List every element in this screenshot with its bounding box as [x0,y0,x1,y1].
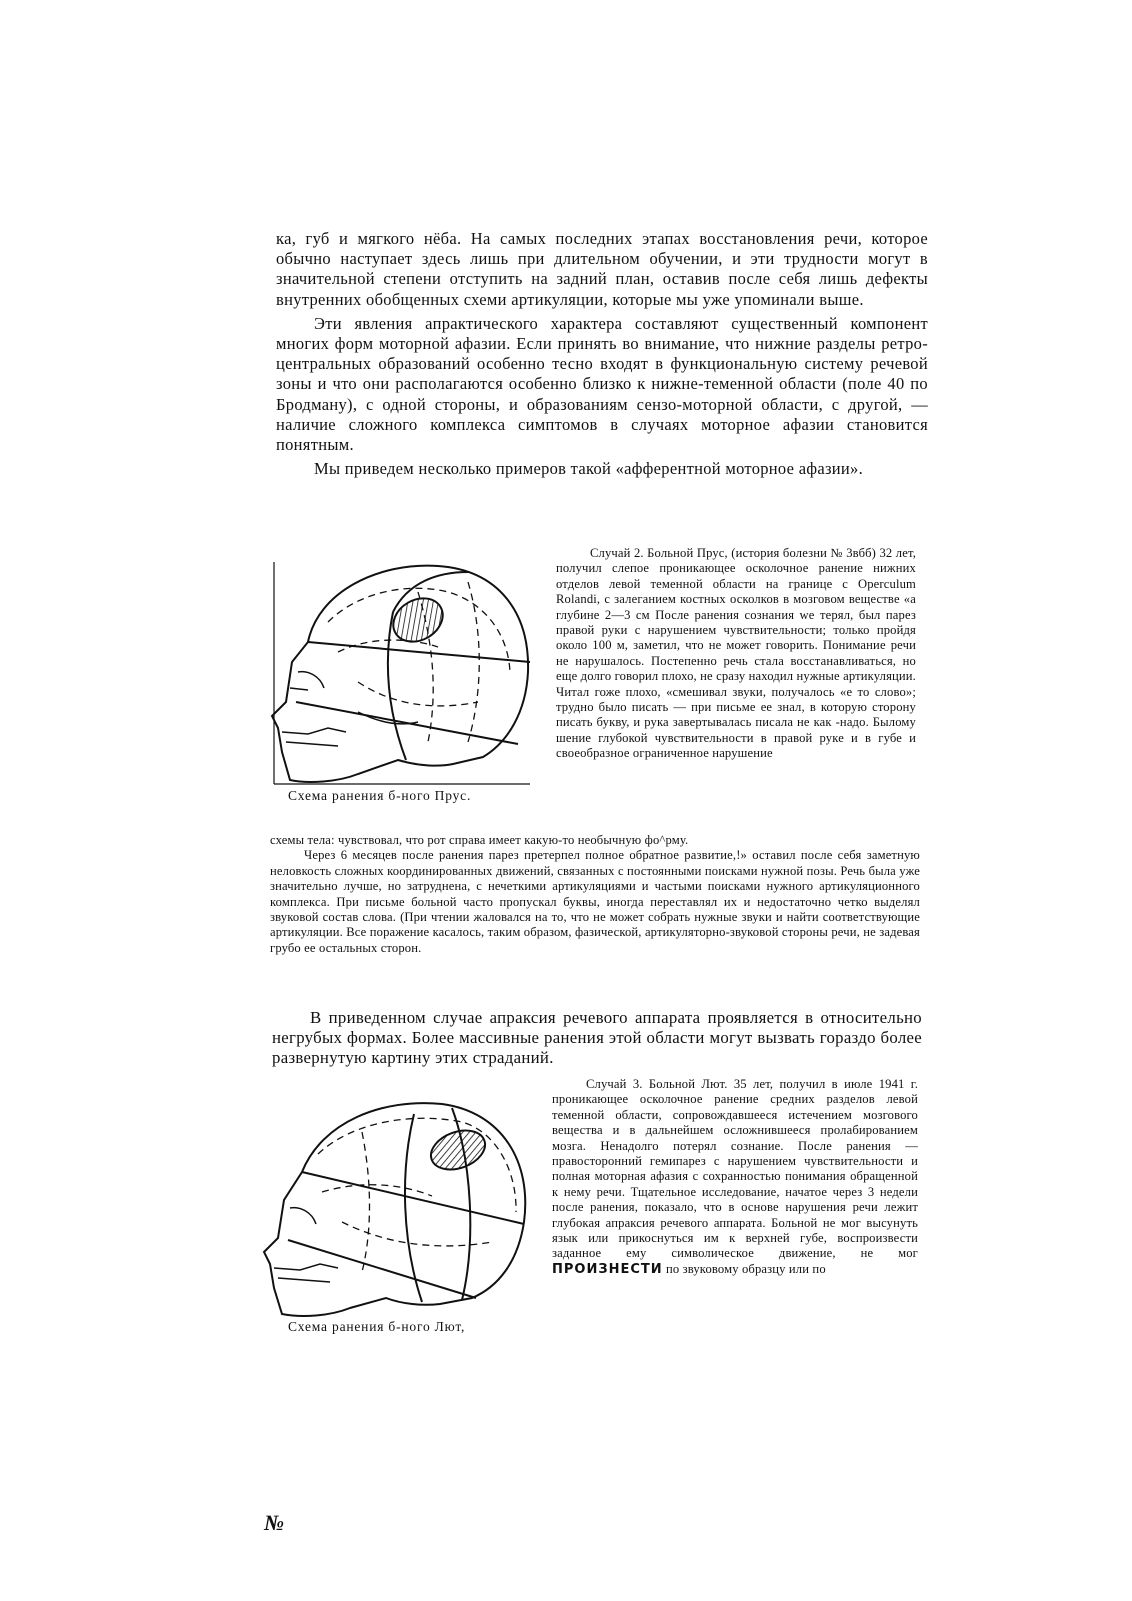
case-text [552,1077,918,1277]
case2-side-text [556,546,916,762]
case3-side-text [552,1077,918,1277]
case-text-body: Случай 3. Больной Лют. 35 лет, получил в июле 1941 г. проникающее осколочное ранение средних разделов левой теменной области, сопровождавшееся истечением мозгового вещества и в дальнейшем осложнившееся пролабированием мозга. Ненадолго потерял сознание. После ранения — правосторонний гемипарез с нарушением чувствительности и полная моторная афазия с сохранностью понимания обращенной к нему речи. Тщательное исследование, начатое через 3 недели после ранения, показало, что в основе нарушения речи лежит глубокая апраксия речевого аппарата. Больной не мог высунуть язык или прикоснуться им к верхней губе, воспроизвести заданное ему символическое движение, не мог [552,1077,918,1261]
paragraph: ка, губ и мягкого нёба. На самых последних этапах восстановления речи, которое обычно наступает здесь лишь при длительном обучении, и эти трудности могут в значительной степени отступить на задний план, оставив после себя лишь дефекты внутренних обобщенных схеми артикуляции, которые мы уже упоминали выше. [276,229,928,309]
case-text: Через 6 месяцев после ранения парез претерпел полное обратное развитие,!» оставил после себя заметную неловкость сложных координированных движений, связанных с постоянными поисками нужной позы. Речь была уже значительно лучше, но затруднена, с нечеткими артикуляциями и частыми поисками нужного артикуляционного комплекса. При письме больной часто пропускал буквы, иногда переставлял их и недостаточно четко выделял звуковой состав слова. (При чтении жаловался на то, что не может собрать нужные звуки и найти соответствующие артикуляции. Все поражение касалось, таким образом, фазической, артикуляторно-звуковой стороны речи, не задевая грубо ее остальных сторон. [270,848,920,955]
skull-wound-diagram-lyut [262,1092,537,1322]
case-text: Случай 2. Больной Прус, (история болезни № 3вбб) 32 лет, получил слепое проникающее осколочное ранение нижних отделов левой теменной области на границе с Operculum Rolandi, с залеганием костных осколков в мозговом веществе «а глубине 2—3 см После ранения сознания we терял, был парез правой руки с нарушением чувствительности; только пройдя около 100 м, заметил, что не может говорить. Понимание речи не нарушалось. Постепенно речь стала восстанавливаться, но еще долго говорил плохо, не сразу находил нужные артикуляции. Читал гоже плохо, «смешивал звуки, получалось «е то слово»; трудно было писать — при письме ее знал, в которую сторону писать букву, и рука завертывалась писала не как -надо. Былому шение глубокой чувствительности в правой руке и в губе и своеобразное ограниченное нарушение [556,546,916,761]
paragraph: Мы приведем несколько примеров такой «афферентной моторное афазии». [314,459,864,479]
middle-text [272,1008,922,1068]
top-text [276,229,928,479]
skull-wound-diagram-prus [268,552,538,790]
figure-caption: Схема ранения б-ного Лют, [288,1319,466,1334]
page-number: № [264,1510,285,1535]
case-text-tail: по звуковому образцу или по [665,1261,826,1276]
figure-caption: Схема ранения б-ного Прус. [288,788,472,803]
paragraph: В приведенном случае апраксия речевого аппарата проявляется в относительно негрубых формах. Более массивные ранения этой области могут вызвать гораздо более развернутую картину этих страданий. [272,1008,922,1067]
case-text: схемы тела: чувствовал, что рот справа имеет какую-то необычную фо^рму. [270,833,689,847]
case2-continuation [270,833,920,956]
paragraph: Эти явления апрактического характера составляют существенный компонент многих форм моторной афазии. Если принять во внимание, что нижние разделы ретро-центральных образований особенно тесно входят в функциональную систему речевой зоны и что они располагаются особенно близко к нижне-теменной области (поле 40 по Бродману), с одной стороны, и образованиям сензо-моторной области, с другой, — наличие сложного комплекса симптомов в случаях моторное афазии становится понятным. [276,313,928,455]
emphasized-word: ПРОИЗНЕСТИ [552,1261,663,1277]
